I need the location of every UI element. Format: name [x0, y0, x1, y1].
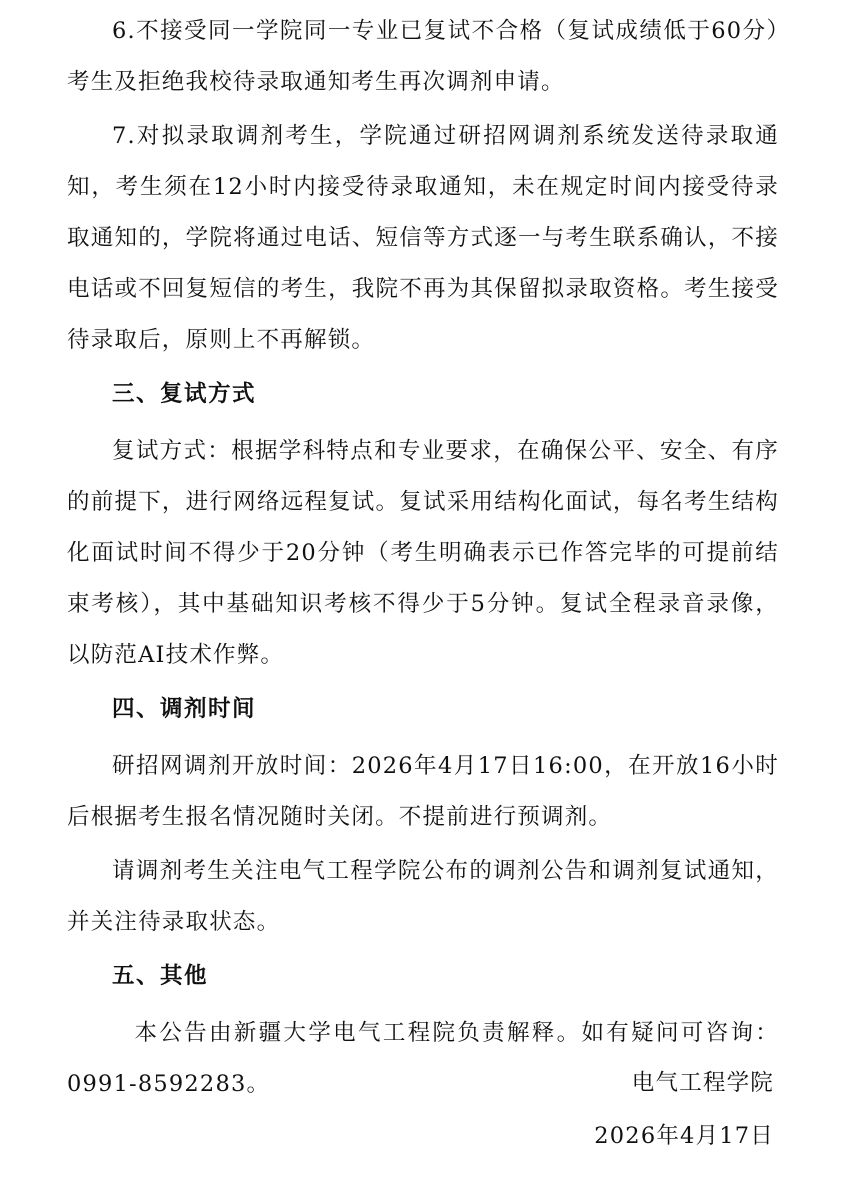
signature-date: 2026年4月17日 [594, 1123, 774, 1149]
item-7-paragraph: 7.对拟录取调剂考生，学院通过研招网调剂系统发送待录取通知，考生须在12小时内接受待录取通知，未在规定时间内接受待录取通知的，学院将通过电话、短信等方式逐一与考生联系确认，不接电话或不回复短信的考生，我院不再为其保留拟录取资格。考生接受待录取后，原则上不再解锁。 [67, 123, 779, 353]
signature-organization: 电气工程学院 [631, 1070, 774, 1096]
section-4-body-1: 研招网调剂开放时间：2026年4月17日16:00，在开放16小时后根据考生报名情况随时关闭。不提前进行预调剂。 [67, 753, 779, 830]
document-body [67, 6, 779, 1113]
section-5-heading: 五、其他 [112, 963, 209, 989]
section-3-heading: 三、复试方式 [112, 381, 257, 407]
section-3-body: 复试方式：根据学科特点和专业要求，在确保公平、安全、有序的前提下，进行网络远程复试。复试采用结构化面试，每名考生结构化面试时间不得少于20分钟（考生明确表示已作答完毕的可提前结束考核），其中基础知识考核不得少于5分钟。复试全程录音录像，以防范AI技术作弊。 [67, 438, 779, 668]
section-4-body-2: 请调剂考生关注电气工程学院公布的调剂公告和调剂复试通知，并关注待录取状态。 [67, 858, 779, 935]
item-6-paragraph: 6.不接受同一学院同一专业已复试不合格（复试成绩低于60分）考生及拒绝我校待录取通知考生再次调剂申请。 [67, 18, 779, 95]
section-5-body: 本公告由新疆大学电气工程院负责解释。如有疑问可咨询：0991-8592283。 [67, 1020, 779, 1097]
section-4-heading: 四、调剂时间 [112, 696, 257, 722]
